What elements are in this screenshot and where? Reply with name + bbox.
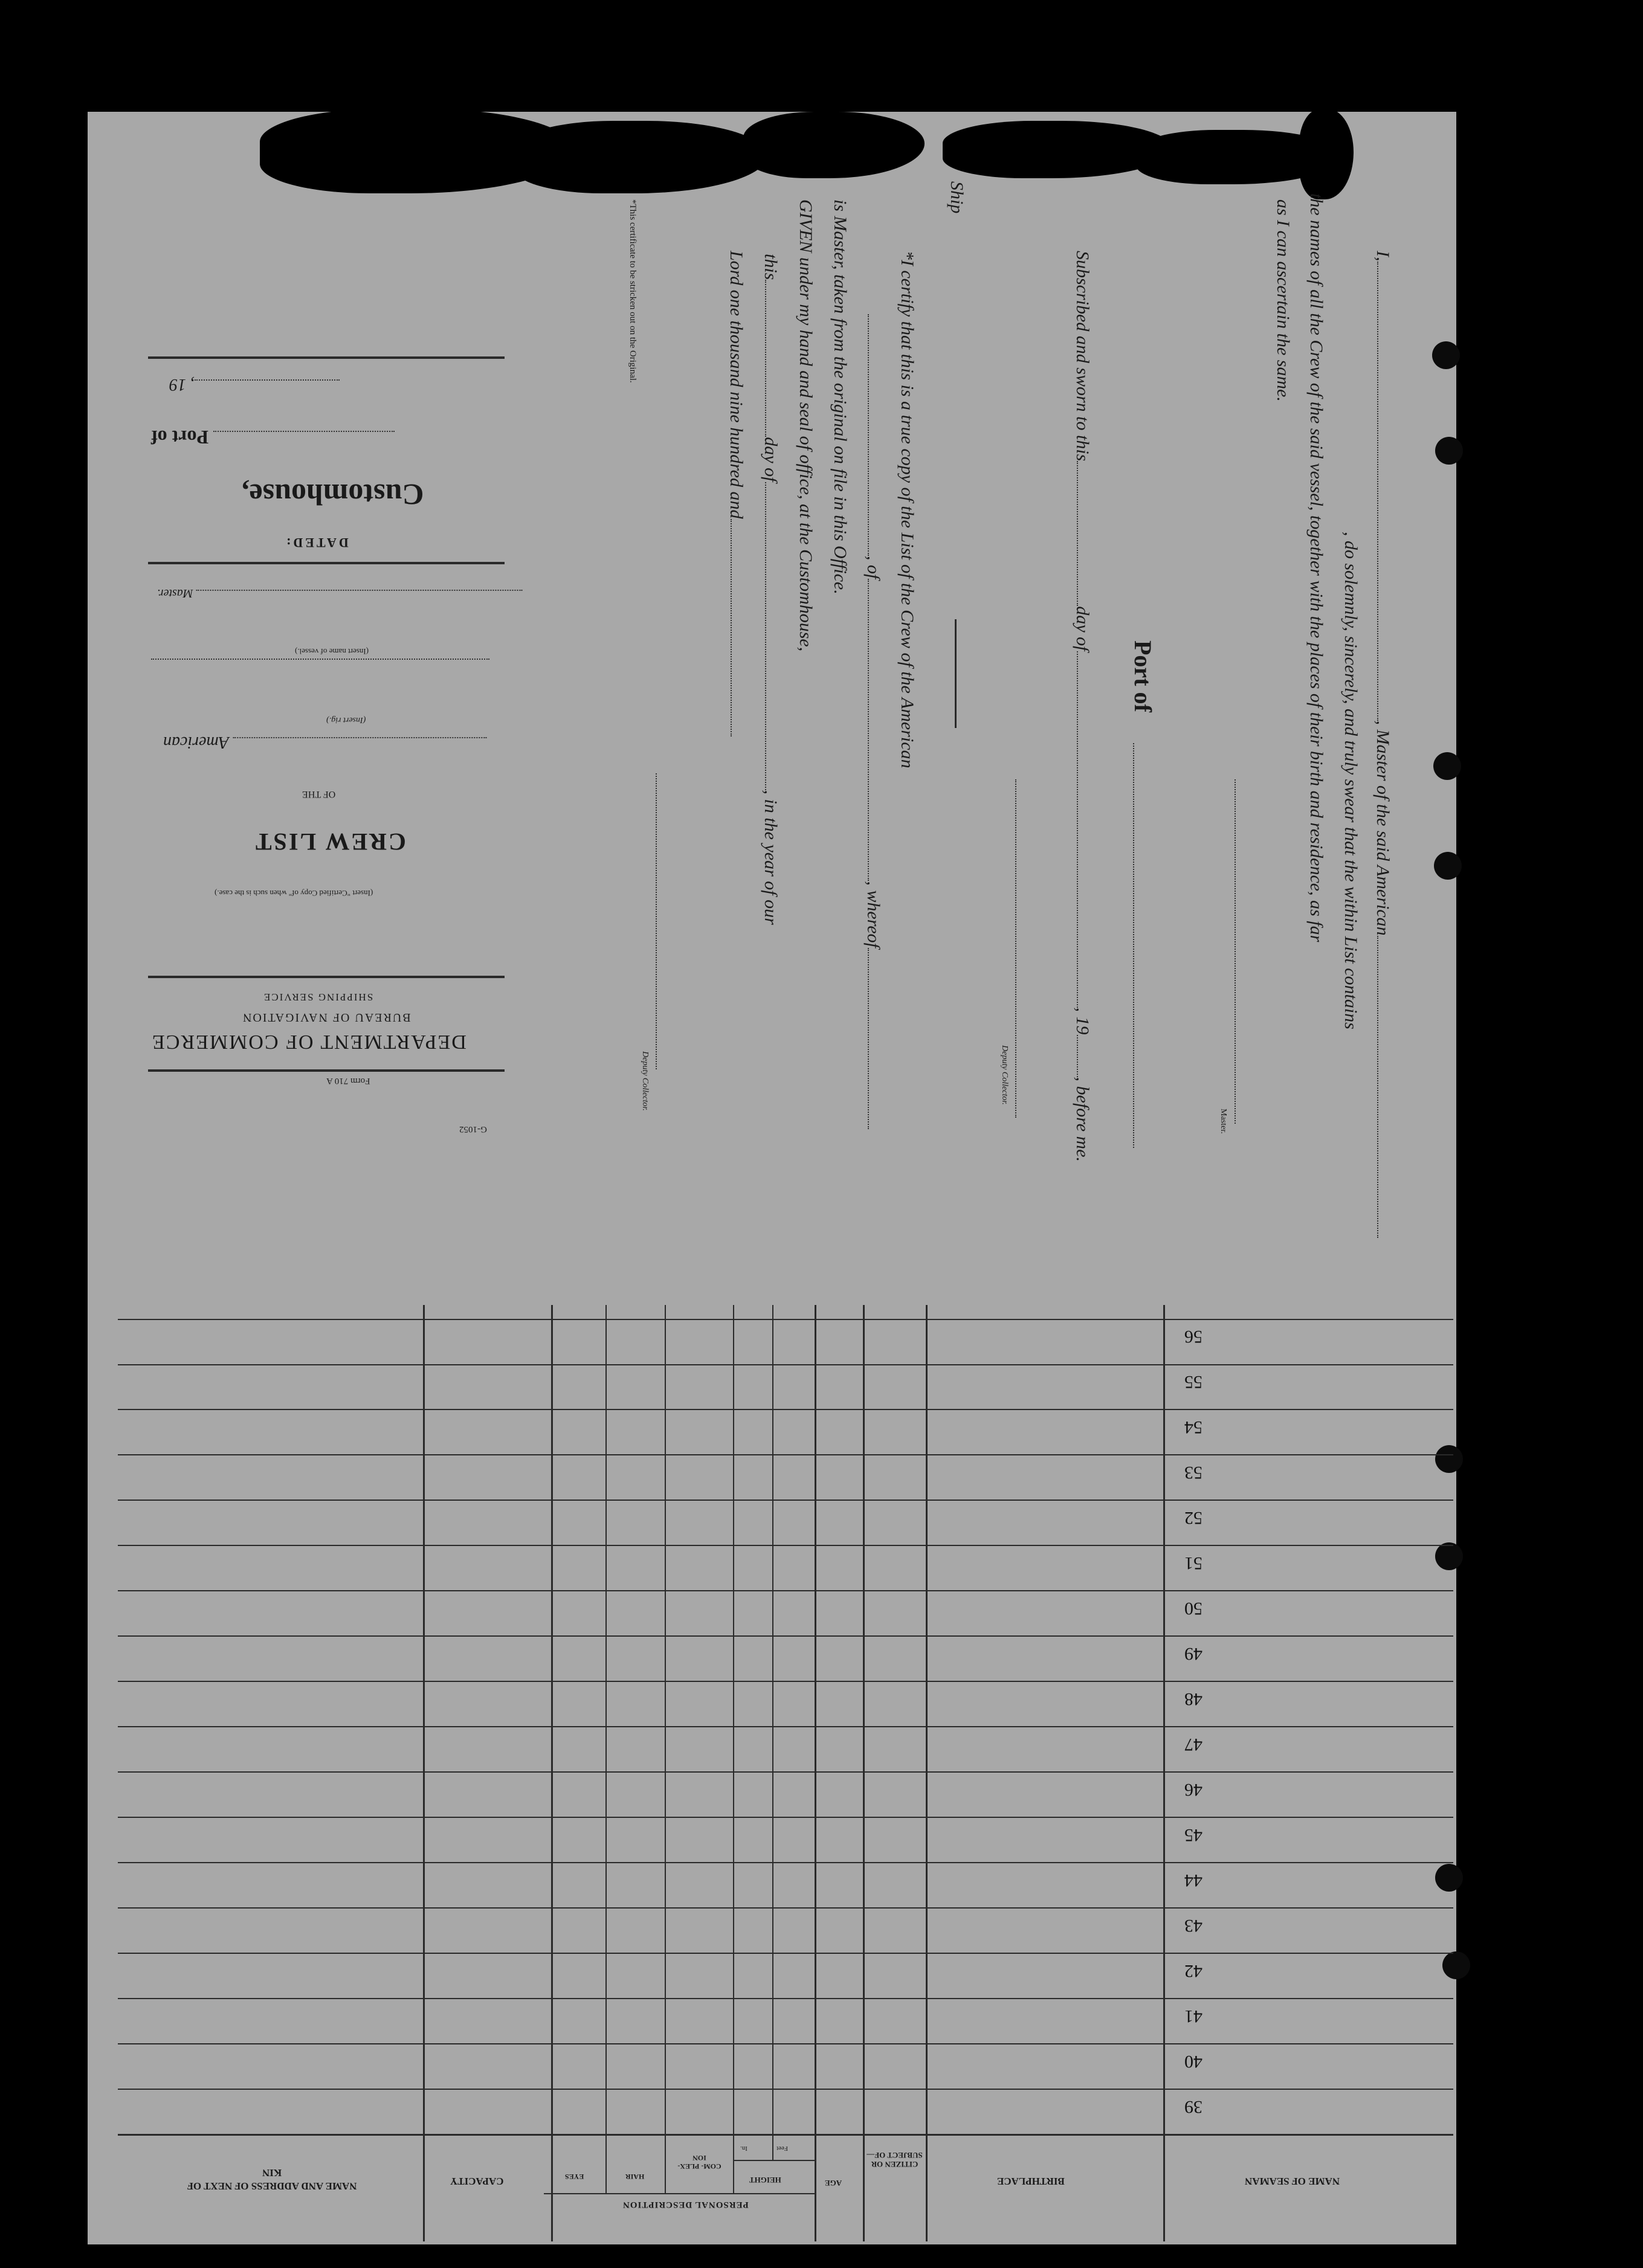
deputy-line xyxy=(1015,779,1016,1118)
port-line xyxy=(1133,743,1134,1148)
row-number: 45 xyxy=(1184,1825,1202,1845)
row-number: 47 xyxy=(1184,1735,1202,1754)
certificate-line-6: Lord one thousand nine hundred and xyxy=(726,251,746,736)
header-capacity: CAPACITY xyxy=(450,2176,504,2187)
oath-line-1: I,, Master of the said American xyxy=(1372,251,1393,1238)
cover-rule xyxy=(148,1069,505,1072)
header-hair: HAIR xyxy=(625,2173,645,2181)
header-next-of-kin: NAME AND ADDRESS OF NEXT OF KIN xyxy=(187,2167,357,2192)
binding-hole xyxy=(1435,1445,1463,1473)
header-age: AGE xyxy=(825,2179,842,2188)
cover-rule xyxy=(148,562,505,564)
row-number: 55 xyxy=(1184,1372,1202,1392)
row-number: 41 xyxy=(1184,2006,1202,2026)
row-number: 48 xyxy=(1184,1689,1202,1709)
binding-hole xyxy=(1442,1951,1470,1979)
row-number: 56 xyxy=(1184,1327,1202,1347)
cover-rule xyxy=(148,976,505,978)
certificate-line-1: *I certify that this is a true copy of the List of the Crew of the American xyxy=(897,251,917,768)
certificate-line-4: GIVEN under my hand and seal of office, at the Customhouse, xyxy=(796,199,816,652)
row-number: 39 xyxy=(1184,2097,1202,2117)
oath-deputy-collector: Deputy Collector. xyxy=(1000,1045,1009,1105)
cover-form-number: Form 710 A xyxy=(326,1076,370,1086)
oath-subscribed: Subscribed and sworn to thisday of, 19, before me. xyxy=(1073,251,1093,1162)
certificate-footnote: *This certificate to be stricken out on the Original. xyxy=(628,199,638,383)
header-eyes: EYES xyxy=(565,2173,584,2181)
oath-port-of: Port of xyxy=(1129,640,1157,712)
certificate-deputy-collector: Deputy Collector. xyxy=(641,1051,650,1111)
certificate-line-5: thisday of, in the year of our xyxy=(761,254,781,925)
cover-bureau: BUREAU OF NAVIGATION xyxy=(242,1011,411,1024)
row-number: 40 xyxy=(1184,2052,1202,2072)
cover-year: , 19 xyxy=(169,375,340,394)
cover-rule xyxy=(148,356,505,359)
cover-service: SHIPPING SERVICE xyxy=(263,991,373,1003)
deputy-collector-line xyxy=(656,773,657,1069)
cover-insert-certified: (Insert "Certified Copy of" when such is the case.) xyxy=(215,889,373,898)
cover-insert-vessel: (Insert name of vessel.) xyxy=(151,646,489,666)
cover-form-code: G-1052 xyxy=(459,1124,487,1134)
divider xyxy=(955,619,957,728)
certificate-line-3: is Master, taken from the original on file in this Office. xyxy=(830,199,850,594)
row-number: 51 xyxy=(1184,1553,1202,1573)
row-number: 54 xyxy=(1184,1417,1202,1437)
binding-hole xyxy=(1432,341,1460,369)
certificate-line-2: , of, whereof xyxy=(863,314,883,1129)
cover-customhouse: Customhouse, xyxy=(242,478,424,512)
cover-of-the: OF THE xyxy=(302,789,336,799)
header-personal-description: PERSONAL DESCRIPTION xyxy=(622,2200,749,2209)
header-inches: In. xyxy=(740,2145,747,2152)
row-number: 42 xyxy=(1184,1961,1202,1981)
cover-port-of: Port of xyxy=(151,426,395,448)
header-feet: Feet xyxy=(776,2145,788,2152)
row-number: 43 xyxy=(1184,1916,1202,1936)
header-complexion: COM- PLEX- ION xyxy=(677,2154,721,2171)
binding-hole xyxy=(1433,752,1461,780)
oath-line-4: as I can ascertain the same. xyxy=(1273,199,1293,402)
header-birthplace: BIRTHPLACE xyxy=(997,2176,1065,2187)
header-citizen: CITIZEN OR SUBJECT OF— xyxy=(867,2151,923,2169)
cover-american: American (Insert rig.) xyxy=(163,713,486,752)
header-height: HEIGHT xyxy=(749,2176,781,2185)
row-number: 50 xyxy=(1184,1599,1202,1619)
row-number: 53 xyxy=(1184,1463,1202,1483)
header-name-of-seaman: NAME OF SEAMAN xyxy=(1245,2176,1340,2187)
row-number: 44 xyxy=(1184,1870,1202,1890)
row-number: 46 xyxy=(1184,1780,1202,1800)
row-number: 49 xyxy=(1184,1644,1202,1664)
oath-master-label: Master. xyxy=(1219,1109,1228,1134)
master-signature-line xyxy=(1235,779,1236,1124)
cover-crew-list: CREW LIST xyxy=(254,828,406,855)
row-number: 52 xyxy=(1184,1508,1202,1528)
binding-hole xyxy=(1435,1542,1463,1570)
cover-department: DEPARTMENT OF COMMERCE xyxy=(151,1031,466,1053)
stray-ship-mark: Ship xyxy=(947,181,967,214)
oath-line-3: the names of all the Crew of the said vessel, together with the places of their birth and residence, as far xyxy=(1306,193,1326,942)
binding-hole xyxy=(1434,852,1462,880)
binding-hole xyxy=(1435,1864,1463,1892)
cover-master: Master. xyxy=(157,586,522,600)
oath-line-2: , do solemnly, sincerely, and truly swear that the within List contains xyxy=(1341,532,1361,1029)
binding-hole xyxy=(1435,437,1463,465)
cover-dated: DATED: xyxy=(284,535,349,550)
